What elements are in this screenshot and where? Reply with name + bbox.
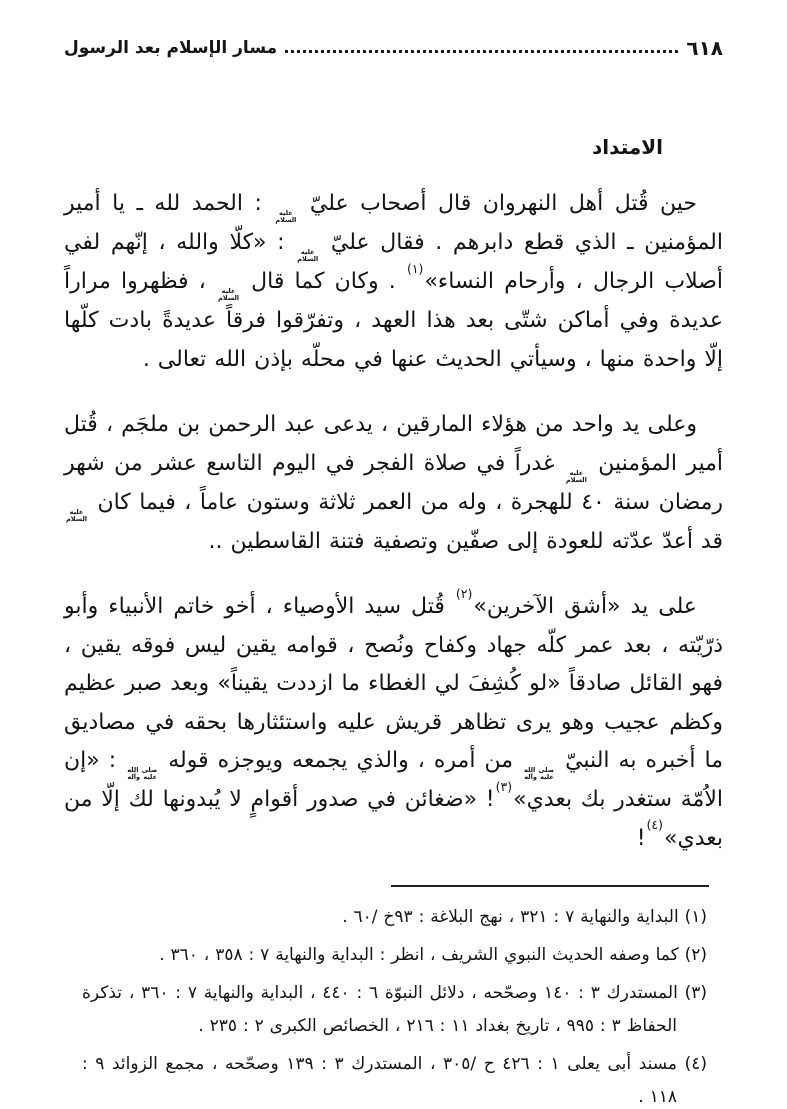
page-header — [64, 28, 723, 58]
footnote-3: (٣) المستدرك ٣ : ١٤٠ وصحّحه ، دلائل النبوّة ٦ : ٤٤٠ ، البداية والنهاية ٧ : ٣٦٠ ، تذكرة الحفاظ ٣ : ٩٩٥ ، تاريخ بغداد ١١ : ٢١٦ ، الخصائص الكبرى ٢ : ٢٣٥ . — [82, 983, 707, 1036]
dots-leader — [285, 50, 678, 53]
book-title: مسار الإسلام بعد الرسول — [64, 37, 278, 58]
footnote-marker: (٤) — [646, 817, 664, 833]
footnote-marker: (٢) — [455, 585, 473, 601]
section-heading: الامتداد — [592, 135, 663, 159]
paragraph-2: وعلى يد واحد من هؤلاء المارقين ، يدعى عبد الرحمن بن ملجَم ، قُتل أمير المؤمنين عليه السلام غدراً في صلاة الفجر في اليوم التاسع عشر من شهر رمضان سنة ٤٠ للهجرة ، وله من العمر ثلاثة وستون عاماً ، فيما كان عليه السلام قد أعدّ عدّته للعودة إلى صفّين وتصفية فتنة القاسطين .. — [64, 412, 724, 554]
paragraph-3: على يد «أشق الآخرين»$^{(٢)}$ قُتل سيد الأوصياء ، أخو خاتم الأنبياء وأبو ذرّيّته ، بعد عمر كلّه جهاد وكفاح ونُصح ، قوامه يقين ليس فوقه يقين ، فهو القائل صادقاً «لو كُشِفَ لي الغطاء ما ازددت يقيناً» وبعد صبر عظيم وكظم عجيب وهو يرى تظاهر قريش عليه واستئثارها بحقه في مصاديق ما أخبره به النبيّ صلى الله عليه وآله من أمره ، والذي يجمعه ويوجزه قوله صلى الله عليه وآله : «إن الاُمّة ستغدر بك بعدي»$^{(٣)}$! «ضغائن في صدور أقوامٍ لا يُبدونها لك إلّا من بعدي»$^{(٤)}$! — [64, 585, 724, 851]
paragraph-1: حين قُتل أهل النهروان قال أصحاب عليّ عليه السلام : الحمد لله ـ يا أمير المؤمنين ـ الذي قطع دابرهم . فقال عليّ عليه السلام : «كلّا والله ، إنّهم لفي أصلاب الرجال ، وأرحام النساء»$^{(١)}$ . وكان كما قال عليه السلام ، فظهروا مراراً عديدة وفي أماكن شتّى بعد هذا العهد ، وتفرّقوا فرقاً عديدةً بادت كلّها إلّا واحدة منها ، وسيأتي الحديث عنها في محلّه بإذن الله تعالى . — [64, 191, 723, 372]
footnotes-section — [82, 901, 707, 1109]
footnote-1: (١) البداية والنهاية ٧ : ٣٢١ ، نهج البلاغة : ٩٣خ /٦٠ . — [342, 907, 707, 927]
footnote-marker: (٣) — [495, 778, 513, 794]
alayhis-salam-honorific-icon: عليه السلام — [297, 248, 319, 263]
body-text — [64, 185, 723, 858]
alayhis-salam-honorific-icon: عليه السلام — [218, 287, 239, 302]
alayhis-salam-honorific-icon: عليه السلام — [66, 507, 87, 523]
alayhis-salam-honorific-icon: عليه السلام — [565, 468, 587, 484]
footnote-4: (٤) مسند أبى يعلى ١ : ٤٢٦ ح /٣٠٥ ، المستدرك ٣ : ١٣٩ وصحّحه ، مجمع الزوائد ٩ : ١١٨ . — [82, 1054, 707, 1107]
salawat-honorific-icon: صلى الله عليه وآله — [524, 766, 555, 781]
salawat-honorific-icon: صلى الله عليه وآله — [127, 766, 158, 781]
alayhis-salam-honorific-icon: عليه السلام — [275, 209, 297, 224]
footnote-marker: (١) — [406, 260, 424, 276]
footnote-separator — [391, 885, 709, 887]
page-number: ٦١٨ — [686, 36, 723, 60]
footnote-2: (٢) كما وصفه الحديث النبوي الشريف ، انظر : البداية والنهاية ٧ : ٣٥٨ ، ٣٦٠ . — [159, 945, 707, 965]
